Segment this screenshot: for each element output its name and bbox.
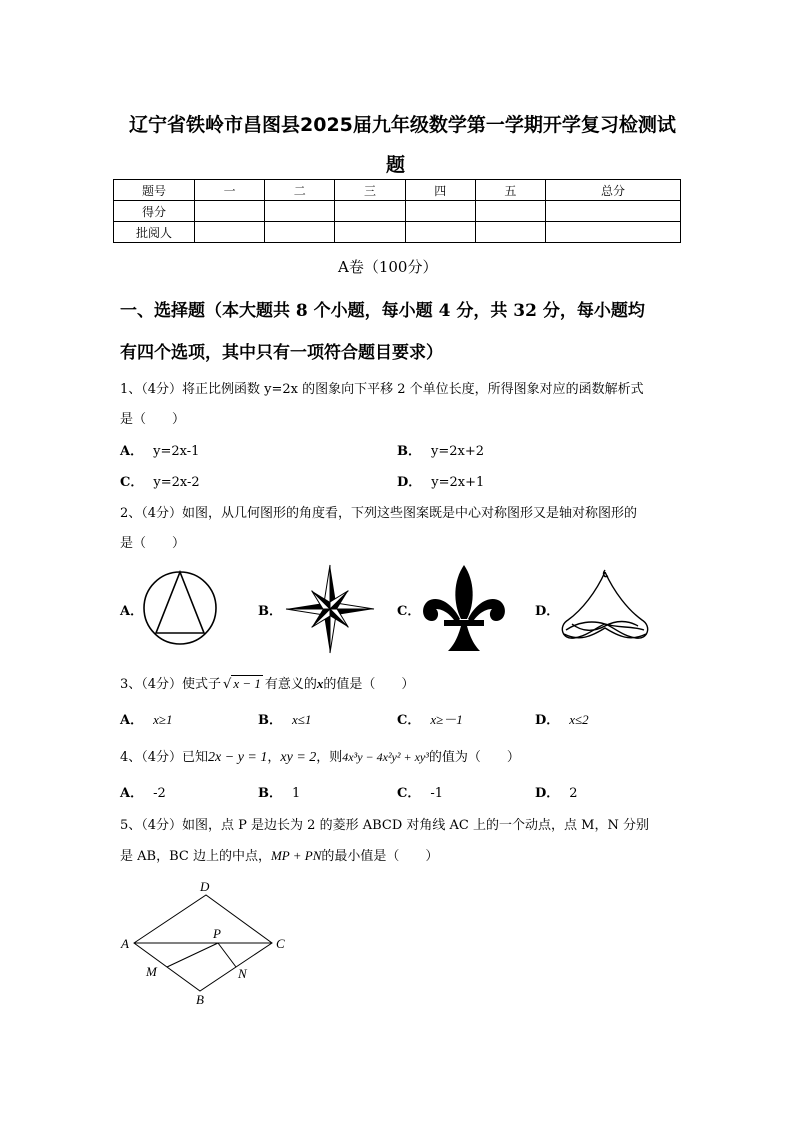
label-a: A	[121, 936, 129, 951]
score-table-header-cell: 二	[265, 180, 335, 201]
score-table	[113, 179, 681, 243]
q4-option-d[interactable]	[535, 782, 578, 801]
q5-line2-suffix: 的最小值是（ ）	[321, 849, 439, 864]
option-text: -1	[430, 786, 444, 801]
option-label: D．	[535, 713, 560, 728]
option-text: 1	[292, 786, 301, 801]
q4-sep: ，	[267, 750, 281, 765]
option-label: D．	[397, 475, 422, 490]
q1-option-d[interactable]	[397, 471, 484, 490]
score-table-header-cell: 总分	[546, 180, 681, 201]
grader-input-cell[interactable]	[405, 222, 475, 243]
option-text: y=2x-2	[153, 475, 200, 490]
q5-line2-expression: MP + PN	[270, 848, 322, 863]
segment-mp	[167, 943, 218, 967]
q1-option-a[interactable]	[120, 440, 199, 459]
q3-stem	[120, 673, 414, 692]
score-input-cell[interactable]	[335, 201, 405, 222]
option-text: 2	[569, 786, 578, 801]
score-input-cell[interactable]	[265, 201, 335, 222]
option-label: D．	[535, 604, 560, 619]
rhombus-figure	[118, 878, 298, 1008]
option-text: x≤1	[292, 712, 312, 727]
option-label: B．	[258, 604, 282, 619]
q4-condition1: 2x − y = 1	[208, 750, 268, 765]
q4-option-c[interactable]	[397, 782, 443, 801]
option-label: A．	[120, 604, 144, 619]
q4-expression: 4x³y − 4x²y² + xy³	[342, 750, 429, 764]
option-label: B．	[258, 786, 282, 801]
part-title: A卷（100分）	[338, 258, 438, 276]
q3-variable: x	[316, 676, 324, 691]
option-label: C．	[397, 713, 421, 728]
circle-triangle-icon	[142, 570, 220, 648]
sqrt-radicand: x − 1	[233, 676, 261, 691]
grader-input-cell[interactable]	[546, 222, 681, 243]
label-n: N	[238, 966, 247, 981]
score-table-score-row	[114, 201, 681, 222]
q1-option-b[interactable]	[397, 440, 484, 459]
label-c: C	[276, 936, 285, 951]
score-table-header-cell: 三	[335, 180, 405, 201]
sqrt-expression	[223, 676, 263, 692]
sqrt-sign: √	[223, 677, 232, 692]
option-label: A．	[120, 713, 144, 728]
section1-heading-line1: 一、选择题（本大题共 8 个小题，每小题 4 分，共 32 分，每小题均	[120, 301, 645, 321]
option-text: y=2x-1	[153, 444, 200, 459]
document-title-line1: 辽宁省铁岭市昌图县2025届九年级数学第一学期开学复习检测试	[129, 114, 676, 136]
option-label: A．	[120, 786, 144, 801]
segment-pn	[218, 943, 236, 967]
score-row-label: 得分	[114, 201, 195, 222]
label-m: M	[146, 964, 157, 979]
q1-option-c[interactable]	[120, 471, 200, 490]
score-input-cell[interactable]	[546, 201, 681, 222]
option-label: C．	[397, 604, 421, 619]
ornament-knot-icon	[558, 566, 652, 650]
q3-suffix: 的值是（ ）	[323, 677, 415, 692]
compass-star-icon	[284, 563, 376, 655]
option-label: C．	[120, 475, 144, 490]
option-text: x≥－1	[430, 712, 463, 727]
grader-input-cell[interactable]	[475, 222, 545, 243]
label-b: B	[196, 992, 204, 1007]
q3-prefix: 3、（4分）使式子	[120, 677, 222, 692]
option-label: A．	[120, 444, 144, 459]
q1-stem-line1: 1、（4分）将正比例函数 y=2x 的图象向下平移 2 个单位长度，所得图象对应的函数解析式	[120, 382, 644, 397]
option-label: B．	[258, 713, 282, 728]
option-text: y=2x+1	[431, 475, 485, 490]
option-text: y=2x+2	[431, 444, 485, 459]
q4-suffix: 的值为（ ）	[428, 750, 520, 765]
label-p: P	[213, 926, 221, 941]
option-label: B．	[397, 444, 421, 459]
fleur-de-lis-icon	[420, 563, 508, 655]
score-table-header-cell: 题号	[114, 180, 195, 201]
option-text: x≤2	[569, 712, 589, 727]
grader-row-label: 批阅人	[114, 222, 195, 243]
score-table-header-cell: 四	[405, 180, 475, 201]
score-input-cell[interactable]	[195, 201, 265, 222]
grader-input-cell[interactable]	[335, 222, 405, 243]
q4-condition2: xy = 2	[280, 750, 317, 765]
q5-stem-line2	[120, 845, 438, 864]
q1-stem-line2: 是（ ）	[120, 412, 186, 427]
q4-then: ，则	[316, 750, 343, 765]
label-d: D	[200, 879, 210, 894]
option-text: -2	[153, 786, 166, 801]
q5-line2-prefix: 是 AB，BC 边上的中点，	[120, 849, 271, 864]
q4-stem	[120, 746, 520, 766]
document-title-line2: 题	[386, 154, 406, 176]
q4-option-b[interactable]	[258, 782, 300, 801]
q2-stem-line2: 是（ ）	[120, 536, 186, 551]
option-text: x≥1	[153, 712, 173, 727]
q3-option-b[interactable]	[258, 709, 311, 728]
score-table-grader-row	[114, 222, 681, 243]
q2-stem-line1: 2、（4分）如图，从几何图形的角度看，下列这些图案既是中心对称图形又是轴对称图形的	[120, 506, 638, 521]
score-table-header-row	[114, 180, 681, 201]
q4-prefix: 4、（4分）已知	[120, 750, 209, 765]
option-label: C．	[397, 786, 421, 801]
q4-option-a[interactable]	[120, 782, 166, 801]
score-input-cell[interactable]	[405, 201, 475, 222]
option-label: D．	[535, 786, 560, 801]
grader-input-cell[interactable]	[195, 222, 265, 243]
q3-option-d[interactable]	[535, 709, 589, 728]
section1-heading-line2: 有四个选项，其中只有一项符合题目要求）	[120, 343, 443, 363]
grader-input-cell[interactable]	[265, 222, 335, 243]
q5-stem-line1: 5、（4分）如图，点 P 是边长为 2 的菱形 ABCD 对角线 AC 上的一个动点，点 M，N 分别	[120, 818, 649, 833]
score-table-header-cell: 一	[195, 180, 265, 201]
score-input-cell[interactable]	[475, 201, 545, 222]
score-table-header-cell: 五	[475, 180, 545, 201]
q3-option-c[interactable]	[397, 709, 463, 728]
q3-option-a[interactable]	[120, 709, 173, 728]
q3-middle: 有意义的	[264, 677, 317, 692]
